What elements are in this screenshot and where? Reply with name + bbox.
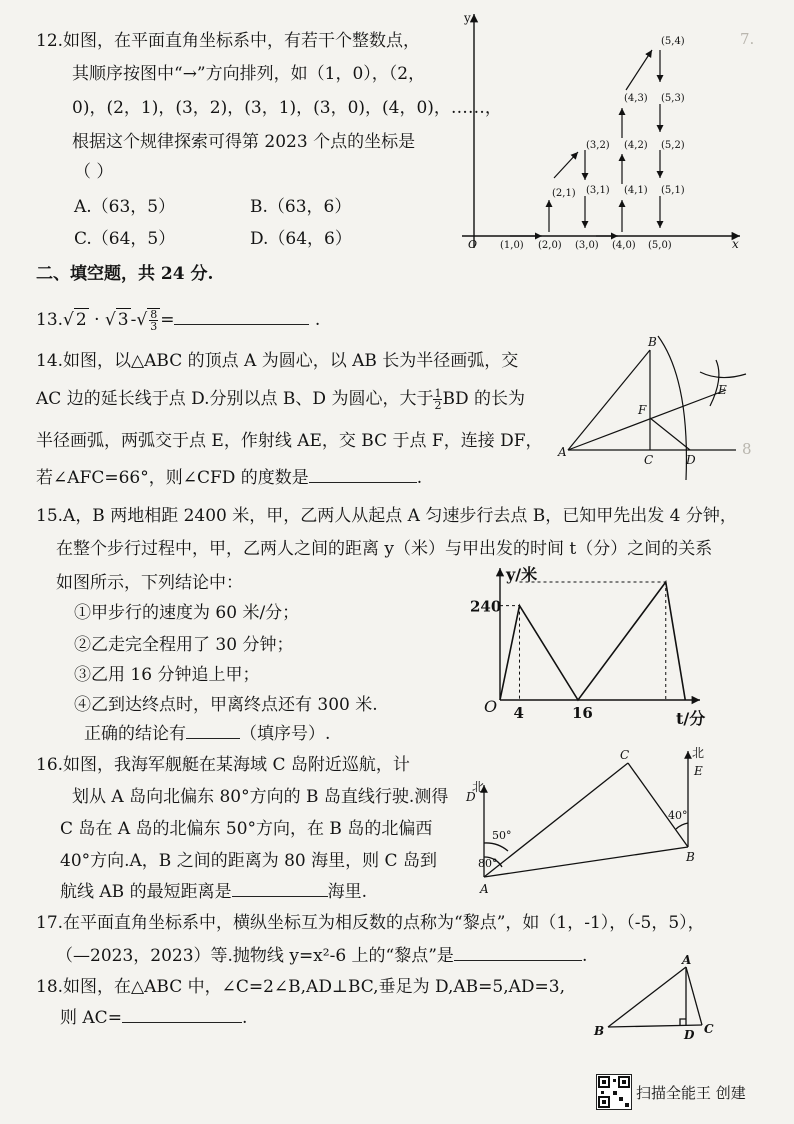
q12-x-label: x — [732, 237, 739, 251]
q15-claim-2: ②乙走完全程用了 30 分钟； — [74, 635, 294, 655]
q15-x-axis-label: t/分 — [676, 709, 706, 728]
q12-point-3-2: (3,2) — [586, 140, 610, 151]
q12-point-5-2: (5,2) — [661, 140, 685, 151]
q13-prefix: 13. — [36, 310, 64, 330]
q12-point-4-2: (4,2) — [624, 140, 648, 151]
q12-point-5-1: (5,1) — [661, 185, 685, 196]
q14-label-b: B — [648, 335, 657, 349]
q16-line-2: 划从 A 岛向北偏东 80°方向的 B 岛直线行驶.测得 — [72, 787, 449, 807]
q12-option-d: D.（64，6） — [250, 229, 352, 249]
q15-claim-3: ③乙用 16 分钟追上甲； — [74, 665, 260, 685]
q14-label-f: F — [638, 403, 647, 417]
q17-line-1: 17.在平面直角坐标系中，横纵坐标互为相反数的点称为“黎点”，如（1，-1），（-5，5）， — [36, 913, 705, 933]
q12-point-5-3: (5,3) — [661, 93, 685, 104]
q15-answer-blank[interactable] — [186, 722, 240, 739]
q15-y-tick-240: 240 — [470, 597, 502, 616]
q12-point-4-1: (4,1) — [624, 185, 648, 196]
qr-code-icon — [596, 1074, 632, 1110]
q12-point-5-4: (5,4) — [661, 36, 685, 47]
q14-answer-blank[interactable] — [309, 466, 417, 483]
q14-half: $\frac{1}{2}$ — [434, 387, 442, 412]
q12-option-b: B.（63，6） — [250, 197, 352, 217]
q12-tick-3: (3,0) — [575, 240, 599, 251]
q16-angle-40: 40° — [668, 809, 688, 822]
section-heading: 二、填空题，共 24 分. — [36, 264, 214, 284]
q12-answer-paren: （ ） — [74, 162, 114, 182]
q15-y-axis-label: y/米 — [506, 565, 538, 584]
q13-radicand-a: 2 — [75, 310, 87, 330]
q14-line-2: AC 边的延长线于点 D.分别以点 B、D 为圆心，大于 $\frac{1}{2}$ BD 的长为 — [36, 387, 525, 412]
q17-answer-blank[interactable] — [454, 944, 582, 961]
q12-line-3: 0)，(2，1)，(3，2)，(3，1)，(3，0)，(4，0)，……， — [72, 98, 502, 118]
q15-line-3: 如图所示，下列结论中： — [56, 573, 243, 593]
q18-answer-blank[interactable] — [122, 1006, 242, 1023]
q16-label-north-b: 北 — [692, 746, 705, 760]
q16-label-e: E — [694, 764, 703, 778]
q12-line-2: 其顺序按图中“→”方向排列，如（1，0），（2， — [72, 64, 426, 84]
q16-answer-blank[interactable] — [232, 880, 328, 897]
q13-radicand-b: 3 — [117, 310, 129, 330]
q16-line-4: 40°方向.A，B 之间的距离为 80 海里，则 C 岛到 — [60, 851, 437, 871]
q13-equals: = — [160, 310, 175, 330]
q12-option-c: C.（64，5） — [74, 229, 176, 249]
q14-label-a: A — [558, 445, 567, 459]
q12-point-2-1: (2,1) — [552, 188, 576, 199]
q13-answer-blank[interactable] — [174, 308, 309, 325]
q13-fraction: $\frac{8}{3}$ — [150, 308, 158, 333]
q15-distance-line — [500, 582, 685, 700]
q13-dot: · — [94, 310, 100, 330]
q14-line-1: 14.如图，以△ABC 的顶点 A 为圆心，以 AB 长为半径画弧，交 — [36, 351, 519, 371]
q16-line-3: C 岛在 A 岛的北偏东 50°方向，在 B 岛的北偏西 — [60, 819, 433, 839]
q15-distance-time-chart — [470, 560, 720, 730]
q12-tick-2: (2,0) — [538, 240, 562, 251]
q18-label-c: C — [704, 1022, 714, 1036]
q16-label-d: D — [466, 790, 476, 804]
q12-line-1: 12.如图，在平面直角坐标系中，有若干个整数点， — [36, 31, 421, 51]
q16-angle-80: 80° — [478, 857, 498, 870]
q12-point-4-3: (4,3) — [624, 93, 648, 104]
q15-line-1: 15.A，B 两地相距 2400 米，甲，乙两人从起点 A 匀速步行去点 B，已知甲先出发 4 分钟， — [36, 506, 737, 526]
q12-tick-4: (4,0) — [612, 240, 636, 251]
q15-origin-label: O — [484, 697, 498, 716]
q14-label-e: E — [718, 383, 727, 397]
q13-period: . — [314, 310, 321, 330]
q13-minus: - — [130, 310, 137, 330]
q12-tick-1: (1,0) — [500, 240, 524, 251]
q12-lattice-graph — [440, 8, 760, 258]
q18-line-2: 则 AC= . — [60, 1008, 248, 1028]
q15-answer-line: 正确的结论有 （填序号）. — [84, 724, 331, 744]
q12-line-4: 根据这个规律探索可得第 2023 个点的坐标是 — [72, 132, 416, 152]
q15-x-tick-16: 16 — [572, 704, 593, 722]
q14-label-c: C — [644, 453, 654, 467]
q16-line-1: 16.如图，我海军舰艇在某海域 C 岛附近巡航，计 — [36, 755, 410, 775]
q17-line-2: （—2023，2023）等.抛物线 y=x²-6 上的“黎点”是 . — [56, 946, 588, 966]
q14-line-3: 半径画弧，两弧交于点 E，作射线 AE，交 BC 于点 F，连接 DF， — [36, 431, 543, 451]
q12-point-3-1: (3,1) — [586, 185, 610, 196]
q16-label-b: B — [686, 850, 695, 864]
q18-label-a: A — [682, 953, 692, 967]
q14-figure — [540, 330, 760, 490]
q16-angle-50: 50° — [492, 829, 512, 842]
q12-tick-5: (5,0) — [648, 240, 672, 251]
q16-label-a: A — [480, 882, 489, 896]
q14-label-d: D — [686, 453, 696, 467]
q12-origin: O — [468, 238, 478, 251]
q16-line-5: 航线 AB 的最短距离是 海里. — [60, 882, 367, 902]
q16-label-north-a: 北 — [472, 780, 485, 794]
q14-line-4: 若∠AFC=66°，则∠CFD 的度数是 . — [36, 468, 423, 488]
q12-y-label: y — [464, 11, 471, 25]
q15-claim-4: ④乙到达终点时，甲离终点还有 300 米. — [74, 695, 378, 715]
q15-x-tick-4: 4 — [513, 704, 524, 722]
q18-line-1: 18.如图，在△ABC 中，∠C=2∠B,AD⊥BC,垂足为 D,AB=5,AD=3, — [36, 977, 566, 997]
q16-navigation-figure — [450, 735, 730, 905]
q16-label-c: C — [620, 748, 630, 762]
q18-label-d: D — [684, 1028, 695, 1042]
q12-option-a: A.（63，5） — [74, 197, 176, 217]
q13-expression: 13.√ 2 · √ 3 -√ $\frac{8}{3}$ = . — [36, 308, 321, 333]
q15-line-2: 在整个步行过程中，甲，乙两人之间的距离 y（米）与甲出发的时间 t（分）之间的关系 — [56, 539, 713, 559]
footer-watermark: 扫描全能王 创建 — [636, 1084, 746, 1102]
q18-label-b: B — [594, 1024, 605, 1038]
q18-triangle-figure — [590, 955, 730, 1045]
q15-claim-1: ①甲步行的速度为 60 米/分； — [74, 603, 300, 623]
